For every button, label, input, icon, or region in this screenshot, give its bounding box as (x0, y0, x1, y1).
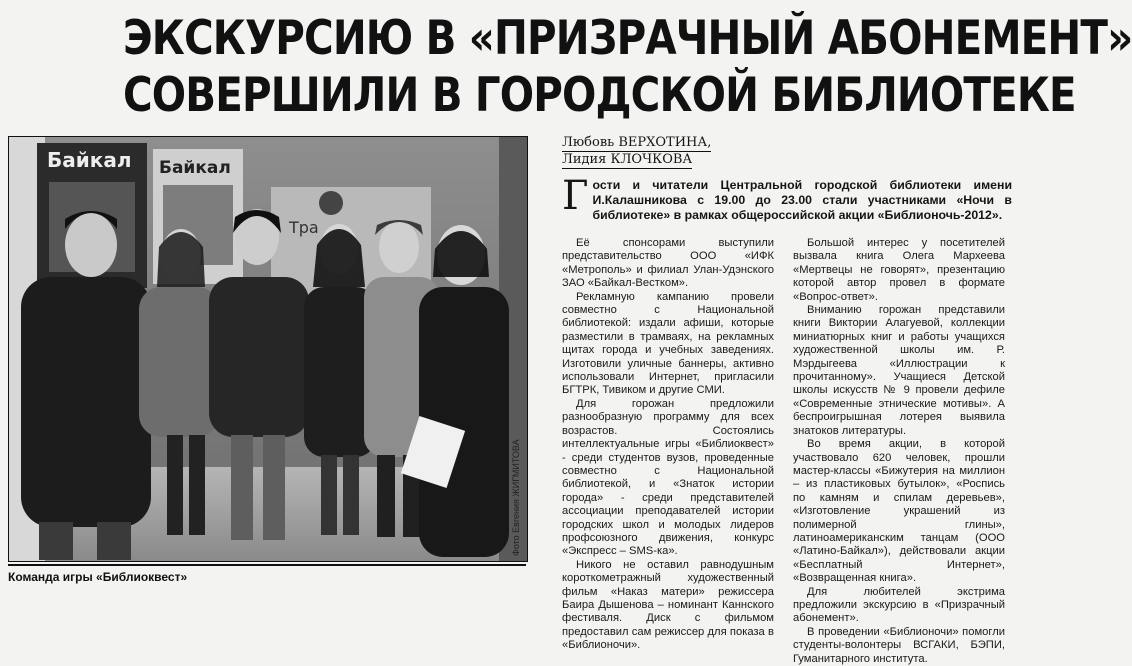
author-1: Любовь ВЕРХОТИНА, (562, 135, 712, 150)
lead-paragraph (562, 173, 1012, 223)
authors (562, 135, 711, 169)
banner-text: Тра (289, 218, 319, 237)
author-2: Лидия КЛОЧКОВА (562, 152, 693, 167)
text-column-2 (793, 237, 1005, 666)
lead-text: ости и читатели Центральной городской библиотеки имени И.Калашникова с 19.00 до 23.00 стали участниками «Ночи в библиотеке» в рамках общероссийской акции «Библионочь-2012». (592, 178, 1012, 222)
photo-caption: Команда игры «Библиоквест» (8, 564, 526, 584)
headline (123, 10, 1132, 124)
headline-line-1: ЭКСКУРСИЮ В «ПРИЗРАЧНЫЙ АБОНЕМЕНТ» (123, 11, 1132, 66)
paragraph: В проведении «Библионочи» помогли студенты-волонтеры ВСГАКИ, БЭПИ, Гуманитарного института. (793, 625, 1005, 665)
headline-line-2: СОВЕРШИЛИ В ГОРОДСКОЙ БИБЛИОТЕКЕ (123, 68, 1076, 123)
photo-credit: Фото Евгения ЖИГМИТОВА (511, 439, 521, 556)
paragraph: Для горожан предложили разнообразную программу для всех возрастов. Состоялись интеллектуальные игры «Библиоквест» - среди студентов вузов, проведенные совместно с Национальной библиотекой, и «Знаток истории города» - среди представителей ассоциации преподавателей истории городских школ и молодых лидеров профсоюзного движения, конкурс «Экспресс – SMS-ка». (562, 397, 774, 558)
paragraph: Её спонсорами выступили представительство ООО «ИФК «Метрополь» и филиал Улан-Удэнского ЗАО «Байкал-Вестком». (562, 237, 774, 290)
drop-cap: Г (562, 173, 589, 219)
poster-left-title: Байкал (47, 148, 132, 172)
paragraph: Большой интерес у посетителей вызвала книга Олега Мархеева «Мертвецы не говорят», презентацию которой автор провел в формате «Вопрос-ответ». (793, 237, 1005, 303)
paragraph: Никого не оставил равнодушным короткометражный художественный фильм «Наказ матери» режиссера Баира Дышенова – номинант Каннского фестиваля. Диск с фильмом предоставил сам режиссер для показа в «Библионочи». (562, 558, 774, 652)
poster-right-title: Байкал (159, 158, 231, 178)
group-of-people (21, 209, 509, 560)
article-photo (8, 136, 528, 562)
paragraph: Рекламную кампанию провели совместно с Национальной библиотекой: издали афиши, которые разместили в трамваях, на рекламных щитах города и учебных заведениях. Изготовили уличные баннеры, активно использовали Интернет, пригласили БГТРК, Тивиком и другие СМИ. (562, 290, 774, 397)
photo-illustration (9, 137, 527, 561)
paragraph: Вниманию горожан представили книги Виктории Алагуевой, коллекции миниатюрных книг и работы учащихся художественной школы им. Р. Мэрдыгеева «Иллюстрации к прочитанному». Учащиеся Детской школы искусств № 9 провели дефиле «Современные этнические мотивы». А беспроигрышная лотерея выявила знатоков литературы. (793, 304, 1005, 437)
paragraph: Во время акции, в которой участвовало 620 человек, прошли мастер-классы «Бижутерия на миллион – из пластиковых бутылок», «Роспись по камням и спилам деревьев», «Изготовление украшений из полимерной глины», латиноамериканским танцам (ООО «Латино-Байкал»), действовали акции «Бесплатный Интернет», «Возвращенная книга». (793, 438, 1005, 585)
text-column-1 (562, 237, 774, 653)
paragraph: Для любителей экстрима предложили экскурсию в «Призрачный абонемент». (793, 585, 1005, 625)
